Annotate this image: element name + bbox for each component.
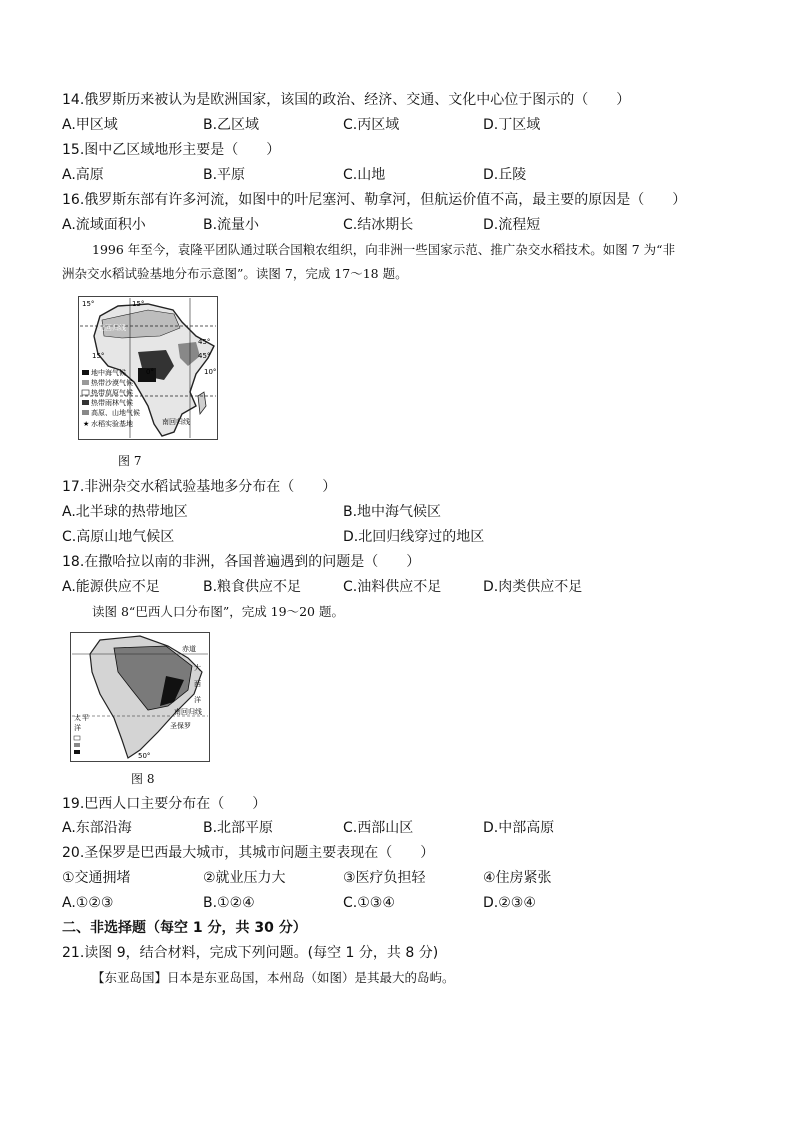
- q17-option-d: D.北回归线穿过的地区: [343, 529, 485, 545]
- fig8-lat50: 50°: [138, 752, 151, 760]
- q20-item-4: ④住房紧张: [483, 870, 552, 886]
- fig7-tropic-s: 南回归线: [162, 418, 190, 426]
- fig8-pac1: 太: [74, 714, 81, 722]
- fig8-atl3: 洋: [194, 696, 201, 704]
- figure-7-africa-map: [78, 296, 218, 440]
- q14-option-c: C.丙区域: [343, 117, 400, 133]
- legend-swatch-rainforest: [82, 400, 89, 405]
- q16-option-d: D.流程短: [483, 217, 541, 233]
- fig8-caption: 图 8: [131, 772, 155, 786]
- legend-highland: 高原、山地气候: [91, 409, 140, 417]
- q19-option-a: A.东部沿海: [62, 820, 132, 836]
- q17-option-b: B.地中海气候区: [343, 504, 442, 520]
- q21-material: 【东亚岛国】日本是东亚岛国，本州岛（如图）是其最大的岛屿。: [92, 970, 455, 985]
- fig8-atl1: 大: [194, 664, 201, 672]
- q17-stem: 17.非洲杂交水稻试验基地多分布在（ ）: [62, 479, 337, 495]
- fig8-atl2: 西: [194, 680, 201, 688]
- material1-line1: 1996 年至今，袁隆平团队通过联合国粮农组织，向非洲一些国家示范、推广杂交水稻技术。如图 7 为“非: [92, 242, 676, 257]
- fig7-tropic-n: 北回归线: [98, 324, 126, 332]
- q15-option-a: A.高原: [62, 167, 104, 183]
- q14-stem: 14.俄罗斯历来被认为是欧洲国家，该国的政治、经济、交通、文化中心位于图示的（ ）: [62, 92, 631, 108]
- fig7-lon0: 0°: [146, 368, 154, 376]
- q18-stem: 18.在撒哈拉以南的非洲，各国普遍遇到的问题是（ ）: [62, 554, 421, 570]
- q19-option-d: D.中部高原: [483, 820, 555, 836]
- q16-stem: 16.俄罗斯东部有许多河流，如图中的叶尼塞河、勒拿河，但航运价值不高，最主要的原因是（ ）: [62, 192, 687, 208]
- legend-mediterranean: 地中海气候: [91, 369, 126, 377]
- q20-option-a: A.①②③: [62, 895, 114, 911]
- legend-swatch-desert: [82, 380, 89, 385]
- material2-line1: 读图 8“巴西人口分布图”，完成 19～20 题。: [92, 604, 344, 619]
- q14-option-b: B.乙区域: [203, 117, 260, 133]
- legend-rice-base: 水稻实验基地: [91, 420, 133, 428]
- fig8-legend-swatch-3: [74, 750, 80, 754]
- fig8-tropic-s: 南回归线: [174, 708, 202, 716]
- q20-option-c: C.①③④: [343, 895, 395, 911]
- fig7-lon45a: 45°: [198, 338, 211, 346]
- material1-line2: 洲杂交水稻试验基地分布示意图”。读图 7，完成 17～18 题。: [62, 266, 408, 281]
- fig7-lon45b: 45°: [198, 352, 211, 360]
- q18-option-a: A.能源供应不足: [62, 579, 160, 595]
- rice-base-icon: ★: [83, 420, 90, 428]
- q16-option-c: C.结冰期长: [343, 217, 414, 233]
- q15-option-c: C.山地: [343, 167, 386, 183]
- q19-option-b: B.北部平原: [203, 820, 274, 836]
- legend-desert: 热带沙漠气候: [91, 379, 133, 387]
- fig8-equator: 赤道: [182, 645, 196, 653]
- q20-item-3: ③医疗负担轻: [343, 870, 426, 886]
- q17-option-a: A.北半球的热带地区: [62, 504, 188, 520]
- q17-option-c: C.高原山地气候区: [62, 529, 175, 545]
- fig8-legend-swatch-2: [74, 743, 80, 747]
- q15-option-d: D.丘陵: [483, 167, 527, 183]
- fig7-label-15c: 15°: [92, 352, 105, 360]
- fig8-pac2: 平: [82, 714, 89, 722]
- figure-8-brazil-map: [70, 632, 210, 762]
- q18-option-d: D.肉类供应不足: [483, 579, 583, 595]
- q19-option-c: C.西部山区: [343, 820, 414, 836]
- legend-swatch-savanna: [82, 390, 89, 395]
- q19-stem: 19.巴西人口主要分布在（ ）: [62, 796, 267, 812]
- legend-savanna: 热带草原气候: [91, 389, 133, 397]
- legend-swatch-highland: [82, 410, 89, 415]
- q16-option-a: A.流域面积小: [62, 217, 146, 233]
- q18-option-c: C.油料供应不足: [343, 579, 442, 595]
- fig7-caption: 图 7: [118, 454, 142, 468]
- fig7-label-15a: 15°: [82, 300, 95, 308]
- q20-item-2: ②就业压力大: [203, 870, 286, 886]
- fig7-lat10: 10°: [204, 368, 217, 376]
- q15-stem: 15.图中乙区域地形主要是（ ）: [62, 142, 281, 158]
- section2-title: 二、非选择题（每空 1 分，共 30 分）: [62, 920, 307, 936]
- q14-option-d: D.丁区域: [483, 117, 541, 133]
- q20-option-b: B.①②④: [203, 895, 255, 911]
- q21-stem: 21.读图 9，结合材料，完成下列问题。(每空 1 分，共 8 分): [62, 945, 439, 961]
- fig8-saopaulo: 圣保罗: [170, 722, 191, 730]
- q20-item-1: ①交通拥堵: [62, 870, 131, 886]
- legend-rainforest: 热带雨林气候: [91, 399, 133, 407]
- fig8-pac3: 洋: [74, 724, 81, 732]
- legend-swatch-mediterranean: [82, 370, 89, 375]
- q20-stem: 20.圣保罗是巴西最大城市，其城市问题主要表现在（ ）: [62, 845, 435, 861]
- q14-option-a: A.甲区域: [62, 117, 118, 133]
- q16-option-b: B.流量小: [203, 217, 260, 233]
- fig8-legend-swatch-1: [74, 736, 80, 740]
- q20-option-d: D.②③④: [483, 895, 536, 911]
- q15-option-b: B.平原: [203, 167, 246, 183]
- q18-option-b: B.粮食供应不足: [203, 579, 302, 595]
- fig7-label-15b: 15°: [132, 300, 145, 308]
